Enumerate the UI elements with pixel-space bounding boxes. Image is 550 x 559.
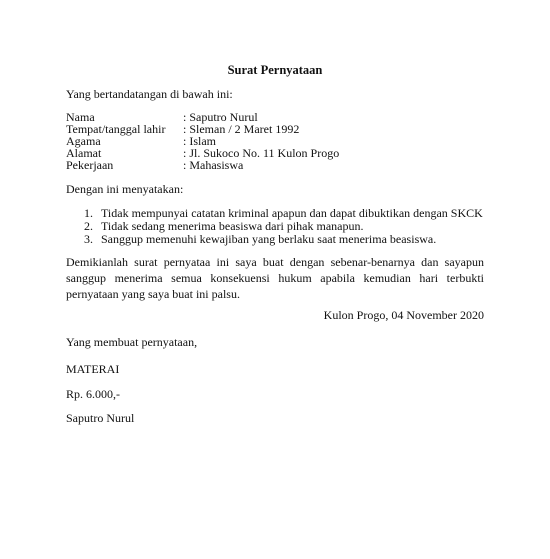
closing-paragraph: Demikianlah surat pernyataa ini saya buat dengan sebenar-benarnya dan sayapun sanggup menerima semua konsekuensi hukum apabila kemudian hari terbukti pernyataan yang saya buat ini palsu.	[66, 255, 484, 301]
stamp-label: MATERAI	[66, 362, 120, 376]
list-item-number: 2.	[84, 219, 93, 233]
list-item: Sanggup memenuhi kewajiban yang berlaku saat menerima beasiswa.	[101, 232, 437, 246]
identity-value-birth: : Sleman / 2 Maret 1992	[183, 122, 300, 136]
list-item: Tidak mempunyai catatan kriminal apapun dan dapat dibuktikan dengan SKCK	[101, 206, 483, 220]
signatory-name: Saputro Nurul	[66, 411, 135, 425]
identity-value-occupation: : Mahasiswa	[183, 158, 244, 172]
identity-label-religion: Agama	[66, 134, 101, 148]
letter-title: Surat Pernyataan	[227, 63, 323, 77]
list-item: Tidak sedang menerima beasiswa dari pihak manapun.	[101, 219, 364, 233]
intro-text: Yang bertandatangan di bawah ini:	[66, 87, 233, 101]
list-item-number: 1.	[84, 206, 93, 220]
identity-label-name: Nama	[66, 110, 95, 124]
place-date: Kulon Progo, 04 November 2020	[323, 308, 484, 322]
identity-label-address: Alamat	[66, 146, 102, 160]
identity-value-name: : Saputro Nurul	[183, 110, 258, 124]
identity-value-religion: : Islam	[183, 134, 216, 148]
identity-label-occupation: Pekerjaan	[66, 158, 114, 172]
list-item-number: 3.	[84, 232, 93, 246]
statement-intro: Dengan ini menyatakan:	[66, 182, 184, 196]
identity-label-birth: Tempat/tanggal lahir	[66, 122, 166, 136]
identity-value-address: : Jl. Sukoco No. 11 Kulon Progo	[183, 146, 340, 160]
signatory-label: Yang membuat pernyataan,	[66, 335, 198, 349]
stamp-value: Rp. 6.000,-	[66, 387, 120, 401]
